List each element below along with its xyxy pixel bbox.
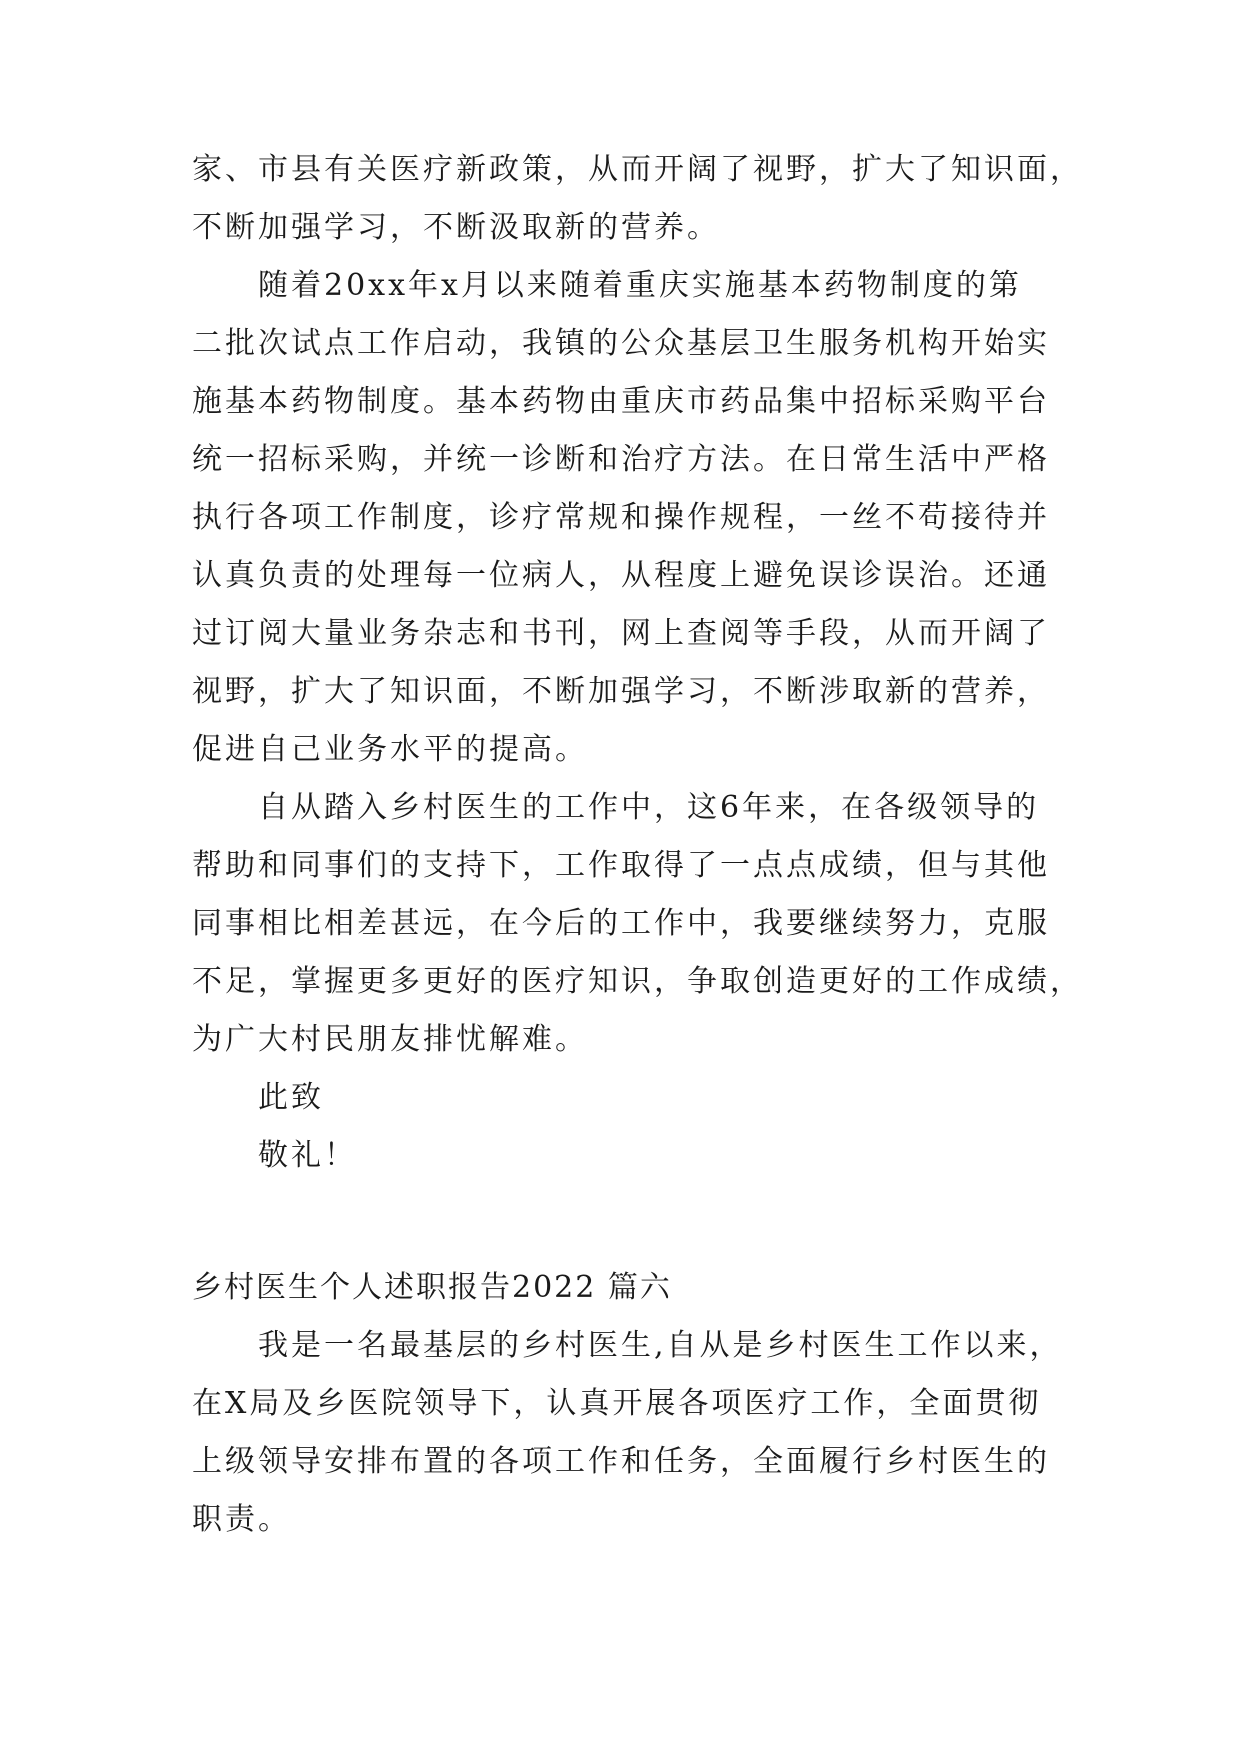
closing-regards: 敬礼！ <box>258 1138 357 1173</box>
text-line: 职责。 <box>192 1502 291 1537</box>
text-line: 上级领导安排布置的各项工作和任务，全面履行乡村医生的 <box>192 1444 1050 1479</box>
text-line: 在X局及乡医院领导下，认真开展各项医疗工作，全面贯彻 <box>192 1386 1042 1421</box>
text-line: 为广大村民朋友排忧解难。 <box>192 1022 588 1057</box>
text-line: 我是一名最基层的乡村医生,自从是乡村医生工作以来， <box>258 1328 1063 1363</box>
text-line: 二批次试点工作启动，我镇的公众基层卫生服务机构开始实 <box>192 326 1050 361</box>
text-line: 促进自己业务水平的提高。 <box>192 732 588 767</box>
text-line: 认真负责的处理每一位病人，从程度上避免误诊误治。还通 <box>192 558 1050 593</box>
text-line: 自从踏入乡村医生的工作中，这6年来，在各级领导的 <box>258 790 1040 825</box>
text-line: 同事相比相差甚远，在今后的工作中，我要继续努力，克服 <box>192 906 1050 941</box>
text-line: 过订阅大量业务杂志和书刊，网上查阅等手段，从而开阔了 <box>192 616 1050 651</box>
text-line: 帮助和同事们的支持下，工作取得了一点点成绩，但与其他 <box>192 848 1050 883</box>
text-line: 视野，扩大了知识面，不断加强学习，不断涉取新的营养， <box>192 674 1050 709</box>
text-line: 家、市县有关医疗新政策，从而开阔了视野，扩大了知识面， <box>192 152 1083 187</box>
text-line: 统一招标采购，并统一诊断和治疗方法。在日常生活中严格 <box>192 442 1050 477</box>
text-line: 随着20xx年x月以来随着重庆实施基本药物制度的第 <box>258 268 1022 303</box>
text-line: 执行各项工作制度，诊疗常规和操作规程，一丝不苟接待并 <box>192 500 1050 535</box>
closing-salutation: 此致 <box>258 1080 324 1115</box>
text-line: 施基本药物制度。基本药物由重庆市药品集中招标采购平台 <box>192 384 1050 419</box>
section-title: 乡村医生个人述职报告2022 篇六 <box>192 1270 672 1305</box>
text-line: 不断加强学习，不断汲取新的营养。 <box>192 210 720 245</box>
text-line: 不足，掌握更多更好的医疗知识，争取创造更好的工作成绩， <box>192 964 1083 999</box>
